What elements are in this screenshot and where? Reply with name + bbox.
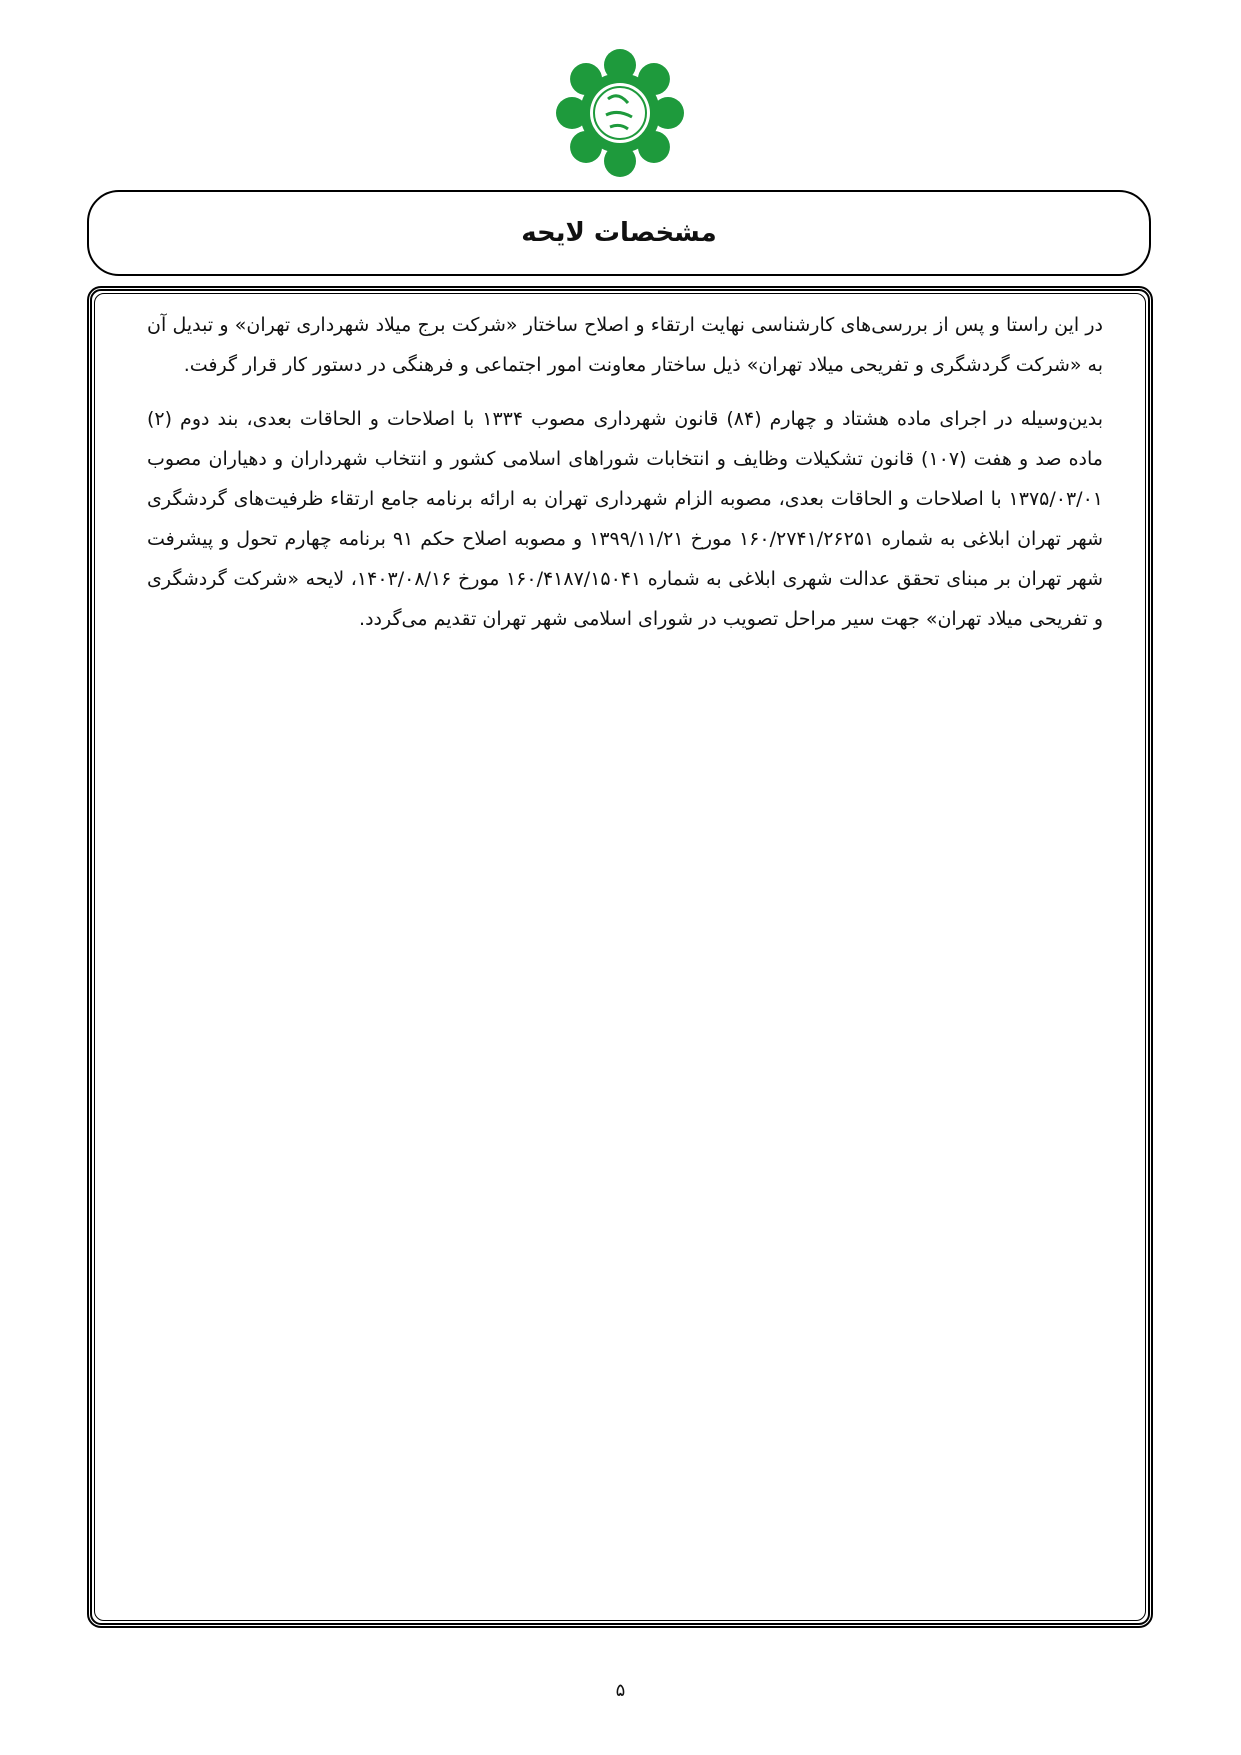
content-frame (87, 286, 1153, 1628)
title-box (87, 190, 1151, 276)
paragraph-submission: بدین‌وسیله در اجرای ماده هشتاد و چهارم (۸۴) قانون شهرداری مصوب ۱۳۳۴ با اصلاحات و الحاقات بعدی، بند دوم (۲) ماده صد و هفت (۱۰۷) قانون تشکیلات وظایف و انتخابات شوراهای اسلامی کشور و انتخاب شهرداران و دهیاران مصوب ۱۳۷۵/۰۳/۰۱ با اصلاحات و الحاقات بعدی، مصوبه الزام شهرداری تهران به ارائه برنامه جامع ارتقاء ظرفیت‌های گردشگری شهر تهران ابلاغی به شماره ۱۶۰/۲۷۴۱/۲۶۲۵۱ مورخ ۱۳۹۹/۱۱/۲۱ و مصوبه اصلاح حکم ۹۱ برنامه چهارم تحول و پیشرفت شهر تهران بر مبنای تحقق عدالت شهری ابلاغی به شماره ۱۶۰/۴۱۸۷/۱۵۰۴۱ مورخ ۱۴۰۳/۰۸/۱۶، لایحه «شرکت گردشگری و تفریحی میلاد تهران» جهت سیر مراحل تصویب در شورای اسلامی شهر تهران تقدیم می‌گردد. (147, 408, 1104, 630)
document-title: مشخصات لایحه (521, 218, 717, 248)
tehran-municipality-logo (555, 45, 685, 180)
page-number: ۵ (615, 1680, 626, 1701)
paragraph-intro: در این راستا و پس از بررسی‌های کارشناسی نهایت ارتقاء و اصلاح ساختار «شرکت برج میلاد شهرداری تهران» و تبدیل آن به «شرکت گردشگری و تفریحی میلاد تهران» ذیل ساختار معاونت امور اجتماعی و فرهنگی در دستور کار قرار گرفت. (147, 314, 1103, 376)
